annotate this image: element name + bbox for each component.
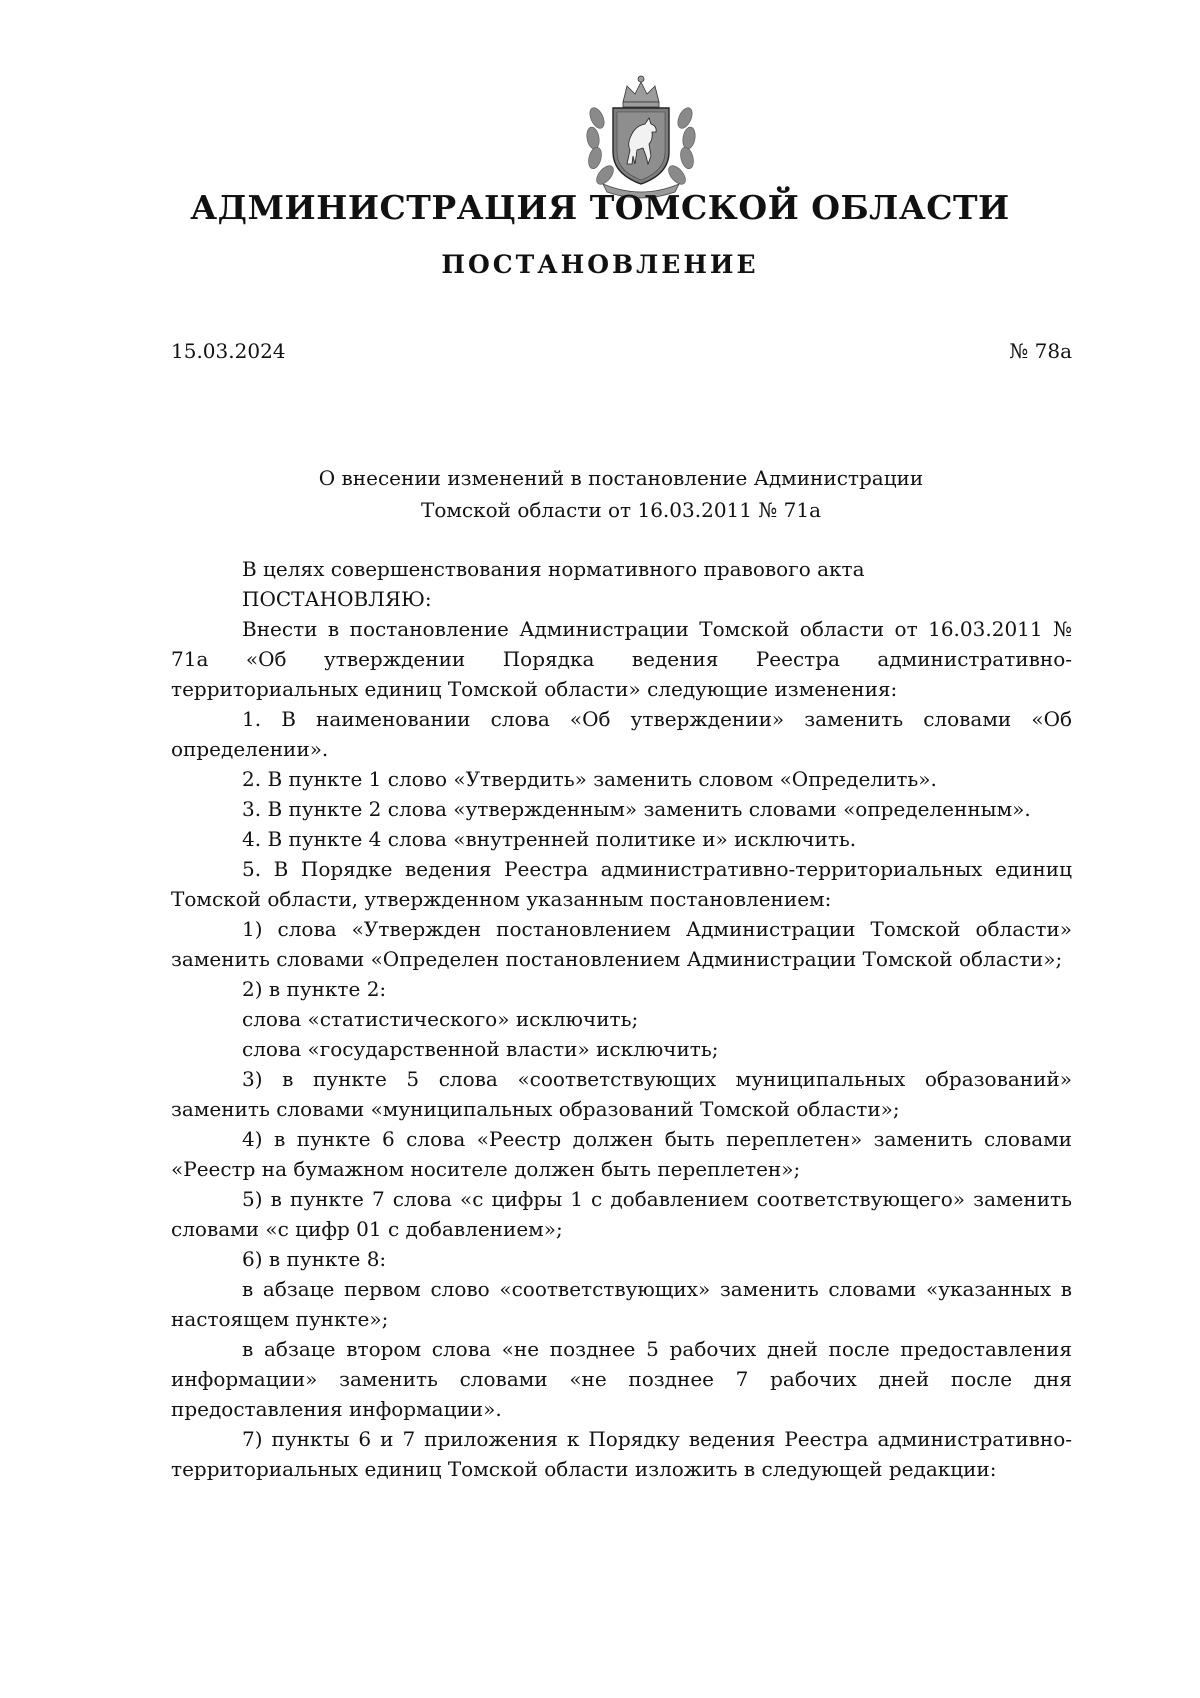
organization-title: АДМИНИСТРАЦИЯ ТОМСКОЙ ОБЛАСТИ: [190, 188, 1010, 227]
paragraph: ПОСТАНОВЛЯЮ:: [242, 587, 432, 611]
paragraph: в абзаце первом слово «соответствующих» заменить словами «указанных в настоящем пункте»;: [171, 1277, 1072, 1331]
paragraph: слова «государственной власти» исключить;: [242, 1037, 719, 1061]
subject-line: О внесении изменений в постановление Администрации: [318, 466, 924, 490]
paragraph: 2) в пункте 2:: [242, 977, 387, 1001]
paragraph: 6) в пункте 8:: [242, 1247, 387, 1271]
paragraph: 2. В пункте 1 слово «Утвердить» заменить словом «Определить».: [242, 767, 937, 791]
paragraph: Внести в постановление Администрации Томской области от 16.03.2011 № 71а «Об утверждении Порядка ведения Реестра административно-территориальных единиц Томской области» следующие изменения:: [171, 617, 1072, 701]
paragraph: слова «статистического» исключить;: [242, 1007, 639, 1031]
document-subject: [171, 462, 1071, 526]
subject-line: Томской области от 16.03.2011 № 71а: [420, 498, 822, 522]
paragraph: 3) в пункте 5 слова «соответствующих муниципальных образований» заменить словами «муниципальных образований Томской области»;: [171, 1067, 1072, 1121]
paragraph: 5) в пункте 7 слова «с цифры 1 с добавлением соответствующего» заменить словами «с цифр 01 с добавлением»;: [171, 1187, 1072, 1241]
paragraph: 7) пункты 6 и 7 приложения к Порядку ведения Реестра административно-территориальных единиц Томской области изложить в следующей редакции:: [171, 1427, 1072, 1481]
paragraph: в абзаце втором слова «не позднее 5 рабочих дней после предоставления информации» заменить словами «не позднее 7 рабочих дней после дня предоставления информации».: [171, 1337, 1072, 1421]
paragraph: 4) в пункте 6 слова «Реестр должен быть переплетен» заменить словами «Реестр на бумажном носителе должен быть переплетен»;: [171, 1127, 1072, 1181]
document-number: № 78а: [1009, 339, 1072, 363]
document-body: [171, 554, 1072, 1484]
paragraph: 3. В пункте 2 слова «утвержденным» заменить словами «определенным».: [242, 797, 1031, 821]
paragraph: 4. В пункте 4 слова «внутренней политике и» исключить.: [242, 827, 857, 851]
paragraph: 5. В Порядке ведения Реестра административно-территориальных единиц Томской области, утвержденном указанным постановлением:: [171, 857, 1072, 911]
document-date: 15.03.2024: [171, 339, 286, 363]
paragraph: 1. В наименовании слова «Об утверждении» заменить словами «Об определении».: [171, 707, 1072, 761]
tomsk-region-coat-of-arms-icon: [583, 72, 699, 200]
paragraph: В целях совершенствования нормативного правового акта: [242, 557, 865, 581]
document-type-title: ПОСТАНОВЛЕНИЕ: [441, 250, 759, 279]
paragraph: 1) слова «Утвержден постановлением Администрации Томской области» заменить словами «Определен постановлением Администрации Томской области»;: [171, 917, 1072, 971]
